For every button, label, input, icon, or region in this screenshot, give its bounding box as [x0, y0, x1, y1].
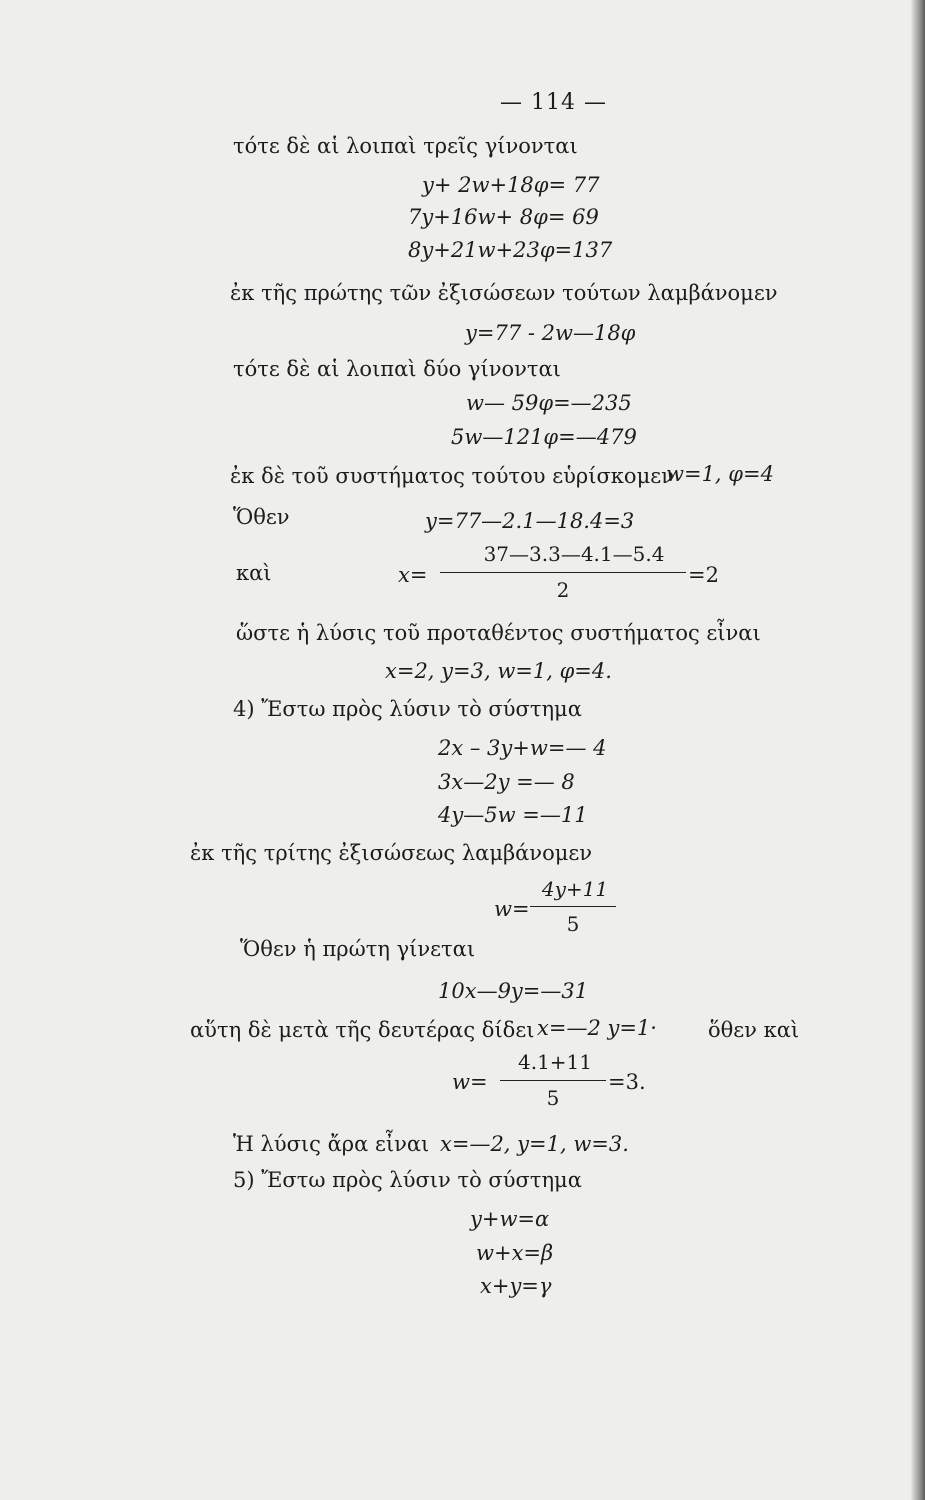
equation: y+w=α	[470, 1207, 550, 1231]
equation: w=1, φ=4	[666, 462, 774, 486]
fraction-denominator: 5	[546, 1086, 560, 1110]
fraction-lhs: w=	[452, 1070, 488, 1094]
text-line: καὶ	[236, 561, 272, 585]
equation: 7y+16w+ 8φ= 69	[408, 205, 599, 229]
equation: 4y—5w =—11	[438, 803, 588, 827]
fraction-denominator: 5	[566, 912, 580, 936]
text-line: 5) Ἔστω πρὸς λύσιν τὸ σύστημα	[233, 1168, 582, 1192]
text-line: ἐκ τῆς τρίτης ἐξισώσεως λαμβάνομεν	[190, 841, 593, 865]
equation: x=2, y=3, w=1, φ=4.	[385, 659, 612, 683]
equation: 10x—9y=—31	[438, 979, 589, 1003]
fraction-denominator: 2	[556, 578, 570, 602]
fraction-bar	[500, 1080, 606, 1081]
equation: y=77—2.1—18.4=3	[425, 509, 635, 533]
fraction-bar	[530, 906, 616, 907]
text-line: Ἡ λύσις ἄρα εἶναι	[233, 1132, 430, 1156]
equation: w— 59φ=—235	[466, 391, 632, 415]
equation: w+x=β	[476, 1241, 554, 1265]
equation: x+y=γ	[480, 1274, 552, 1298]
equation: 8y+21w+23φ=137	[408, 238, 613, 262]
fraction-rhs: =3.	[608, 1070, 646, 1094]
text-line: Ὅθεν ἡ πρώτη γίνεται	[240, 937, 476, 961]
fraction-lhs: x=	[398, 563, 428, 587]
equation: x=—2, y=1, w=3.	[440, 1132, 629, 1156]
fraction-numerator: 37—3.3—4.1—5.4	[483, 542, 665, 566]
fraction-lhs: w=	[494, 897, 530, 921]
equation: 2x – 3y+w=— 4	[438, 736, 607, 760]
page-number: — 114 —	[500, 90, 607, 115]
equation: x=—2 y=1·	[537, 1016, 657, 1040]
equation: 3x—2y =— 8	[438, 770, 575, 794]
text-line: τότε δὲ αἱ λοιπαὶ δύο γίνονται	[233, 357, 561, 381]
equation: y+ 2w+18φ= 77	[422, 173, 600, 197]
equation: 5w—121φ=—479	[451, 425, 637, 449]
text-line: 4) Ἔστω πρὸς λύσιν τὸ σύστημα	[233, 697, 582, 721]
page-edge-shadow	[911, 0, 925, 1500]
text-line: ἐκ δὲ τοῦ συστήματος τούτου εὑρίσκομεν	[230, 464, 674, 488]
fraction-numerator: 4y+11	[541, 877, 609, 901]
text-line: ἐκ τῆς πρώτης τῶν ἐξισώσεων τούτων λαμβάνομεν	[230, 281, 778, 305]
fraction-numerator: 4.1+11	[517, 1050, 592, 1074]
text-line: αὕτη δὲ μετὰ τῆς δευτέρας δίδει	[190, 1018, 535, 1042]
fraction-bar	[440, 572, 686, 573]
equation: y=77 - 2w—18φ	[465, 321, 636, 345]
text-line: τότε δὲ αἱ λοιπαὶ τρεῖς γίνονται	[233, 134, 578, 158]
fraction-rhs: =2	[688, 563, 719, 587]
text-line: ὅθεν καὶ	[708, 1018, 800, 1042]
text-line: Ὅθεν	[233, 505, 290, 529]
text-line: ὥστε ἡ λύσις τοῦ προταθέντος συστήματος εἶναι	[236, 621, 761, 645]
